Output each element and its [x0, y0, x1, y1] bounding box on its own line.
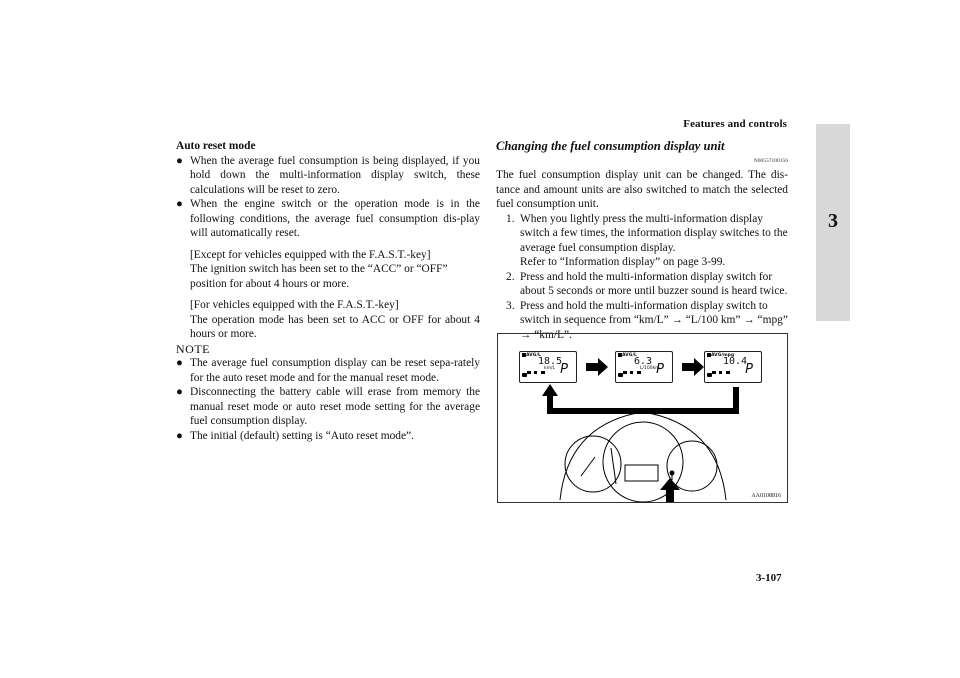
note-label: NOTE [176, 341, 210, 356]
speed-needle [611, 448, 616, 484]
right-column [496, 139, 788, 342]
block1-title: [Except for vehicles equipped with the F.A.S.T.-key] [190, 248, 431, 261]
section-heading: Changing the fuel consumption display unit [496, 139, 725, 153]
arrow-right-icon [682, 358, 704, 376]
step-3: 3. Press and hold the multi-information display switch to switch in sequence from “km/L” → “L/100 km” → “mpg” → “km/L”. [506, 299, 788, 341]
lcd-display-mpg: AVG/mpg 10.4 P [704, 351, 762, 383]
return-loop-arrow [550, 387, 736, 411]
step-1-reference: Refer to “Information display” on page 3-99. [520, 256, 726, 268]
tach-needle [581, 457, 595, 476]
left-column [176, 139, 480, 443]
bullet-item: ● When the engine switch or the operation mode is in the following conditions, the average fuel consumption dis-play will automatically reset. [176, 198, 480, 239]
bullet-icon: ● [176, 198, 183, 210]
speedometer-dial [603, 422, 683, 502]
info-display-switch [670, 471, 675, 476]
note-item: ● The average fuel consumption display can be reset sepa-rately for the auto reset mode and for the manual reset mode. [176, 357, 480, 384]
step-1: 1. When you lightly press the multi-information display switch a few times, the information display switches to the average fuel consumption display. Refer to “Information display” on page 3-99. [506, 212, 788, 268]
bullet-icon: ● [176, 357, 183, 369]
bullet-icon: ● [176, 154, 183, 167]
press-arrow-icon [660, 478, 680, 502]
lcd-display-l100km: AVG/L 6.3 L/100km P [615, 351, 673, 383]
block2-title: [For vehicles equipped with the F.A.S.T.-key] [190, 299, 399, 311]
figure-code: AA0108816 [751, 493, 781, 499]
cluster-outline [560, 412, 726, 500]
fuel-gauge-dial [667, 441, 717, 491]
arrow-right-icon [586, 358, 608, 376]
bullet-icon: ● [176, 386, 183, 398]
tachometer-dial [565, 436, 621, 492]
lcd-display-kml: AVG/L 18.5 km/L P [519, 351, 577, 383]
display-switching-figure [497, 333, 788, 503]
multi-info-display [625, 465, 658, 481]
bullet-icon: ● [176, 429, 183, 442]
note-item: ● Disconnecting the battery cable will erase from memory the manual reset mode or auto reset mode setting for the average fuel consumption display. [176, 386, 480, 427]
chapter-tab-number: 3 [828, 210, 838, 232]
section-intro: The fuel consumption display unit can be changed. The dis-tance and amount units are also switched to match the selected fuel consumption unit. [496, 169, 788, 210]
bullet-item: ● When the average fuel consumption is being displayed, if you hold down the multi-information display switch, these calculations will be reset to zero. [176, 154, 480, 196]
section-code: N00557100156 [753, 157, 788, 164]
arrow-up-icon [542, 384, 558, 396]
auto-reset-heading: Auto reset mode [176, 140, 256, 152]
page-number: 3-107 [756, 572, 782, 584]
block1-text: The ignition switch has been set to the “ACC” or “OFF” position for about 4 hours or more. [190, 263, 448, 290]
block2-text: The operation mode has been set to ACC or OFF for about 4 hours or more. [190, 313, 480, 340]
page-header-title: Features and controls [683, 118, 787, 130]
note-item: ● The initial (default) setting is “Auto reset mode”. [176, 429, 414, 442]
step-2: 2. Press and hold the multi-information display switch for about 5 seconds or more until buzzer sound is heard twice. [506, 270, 788, 297]
